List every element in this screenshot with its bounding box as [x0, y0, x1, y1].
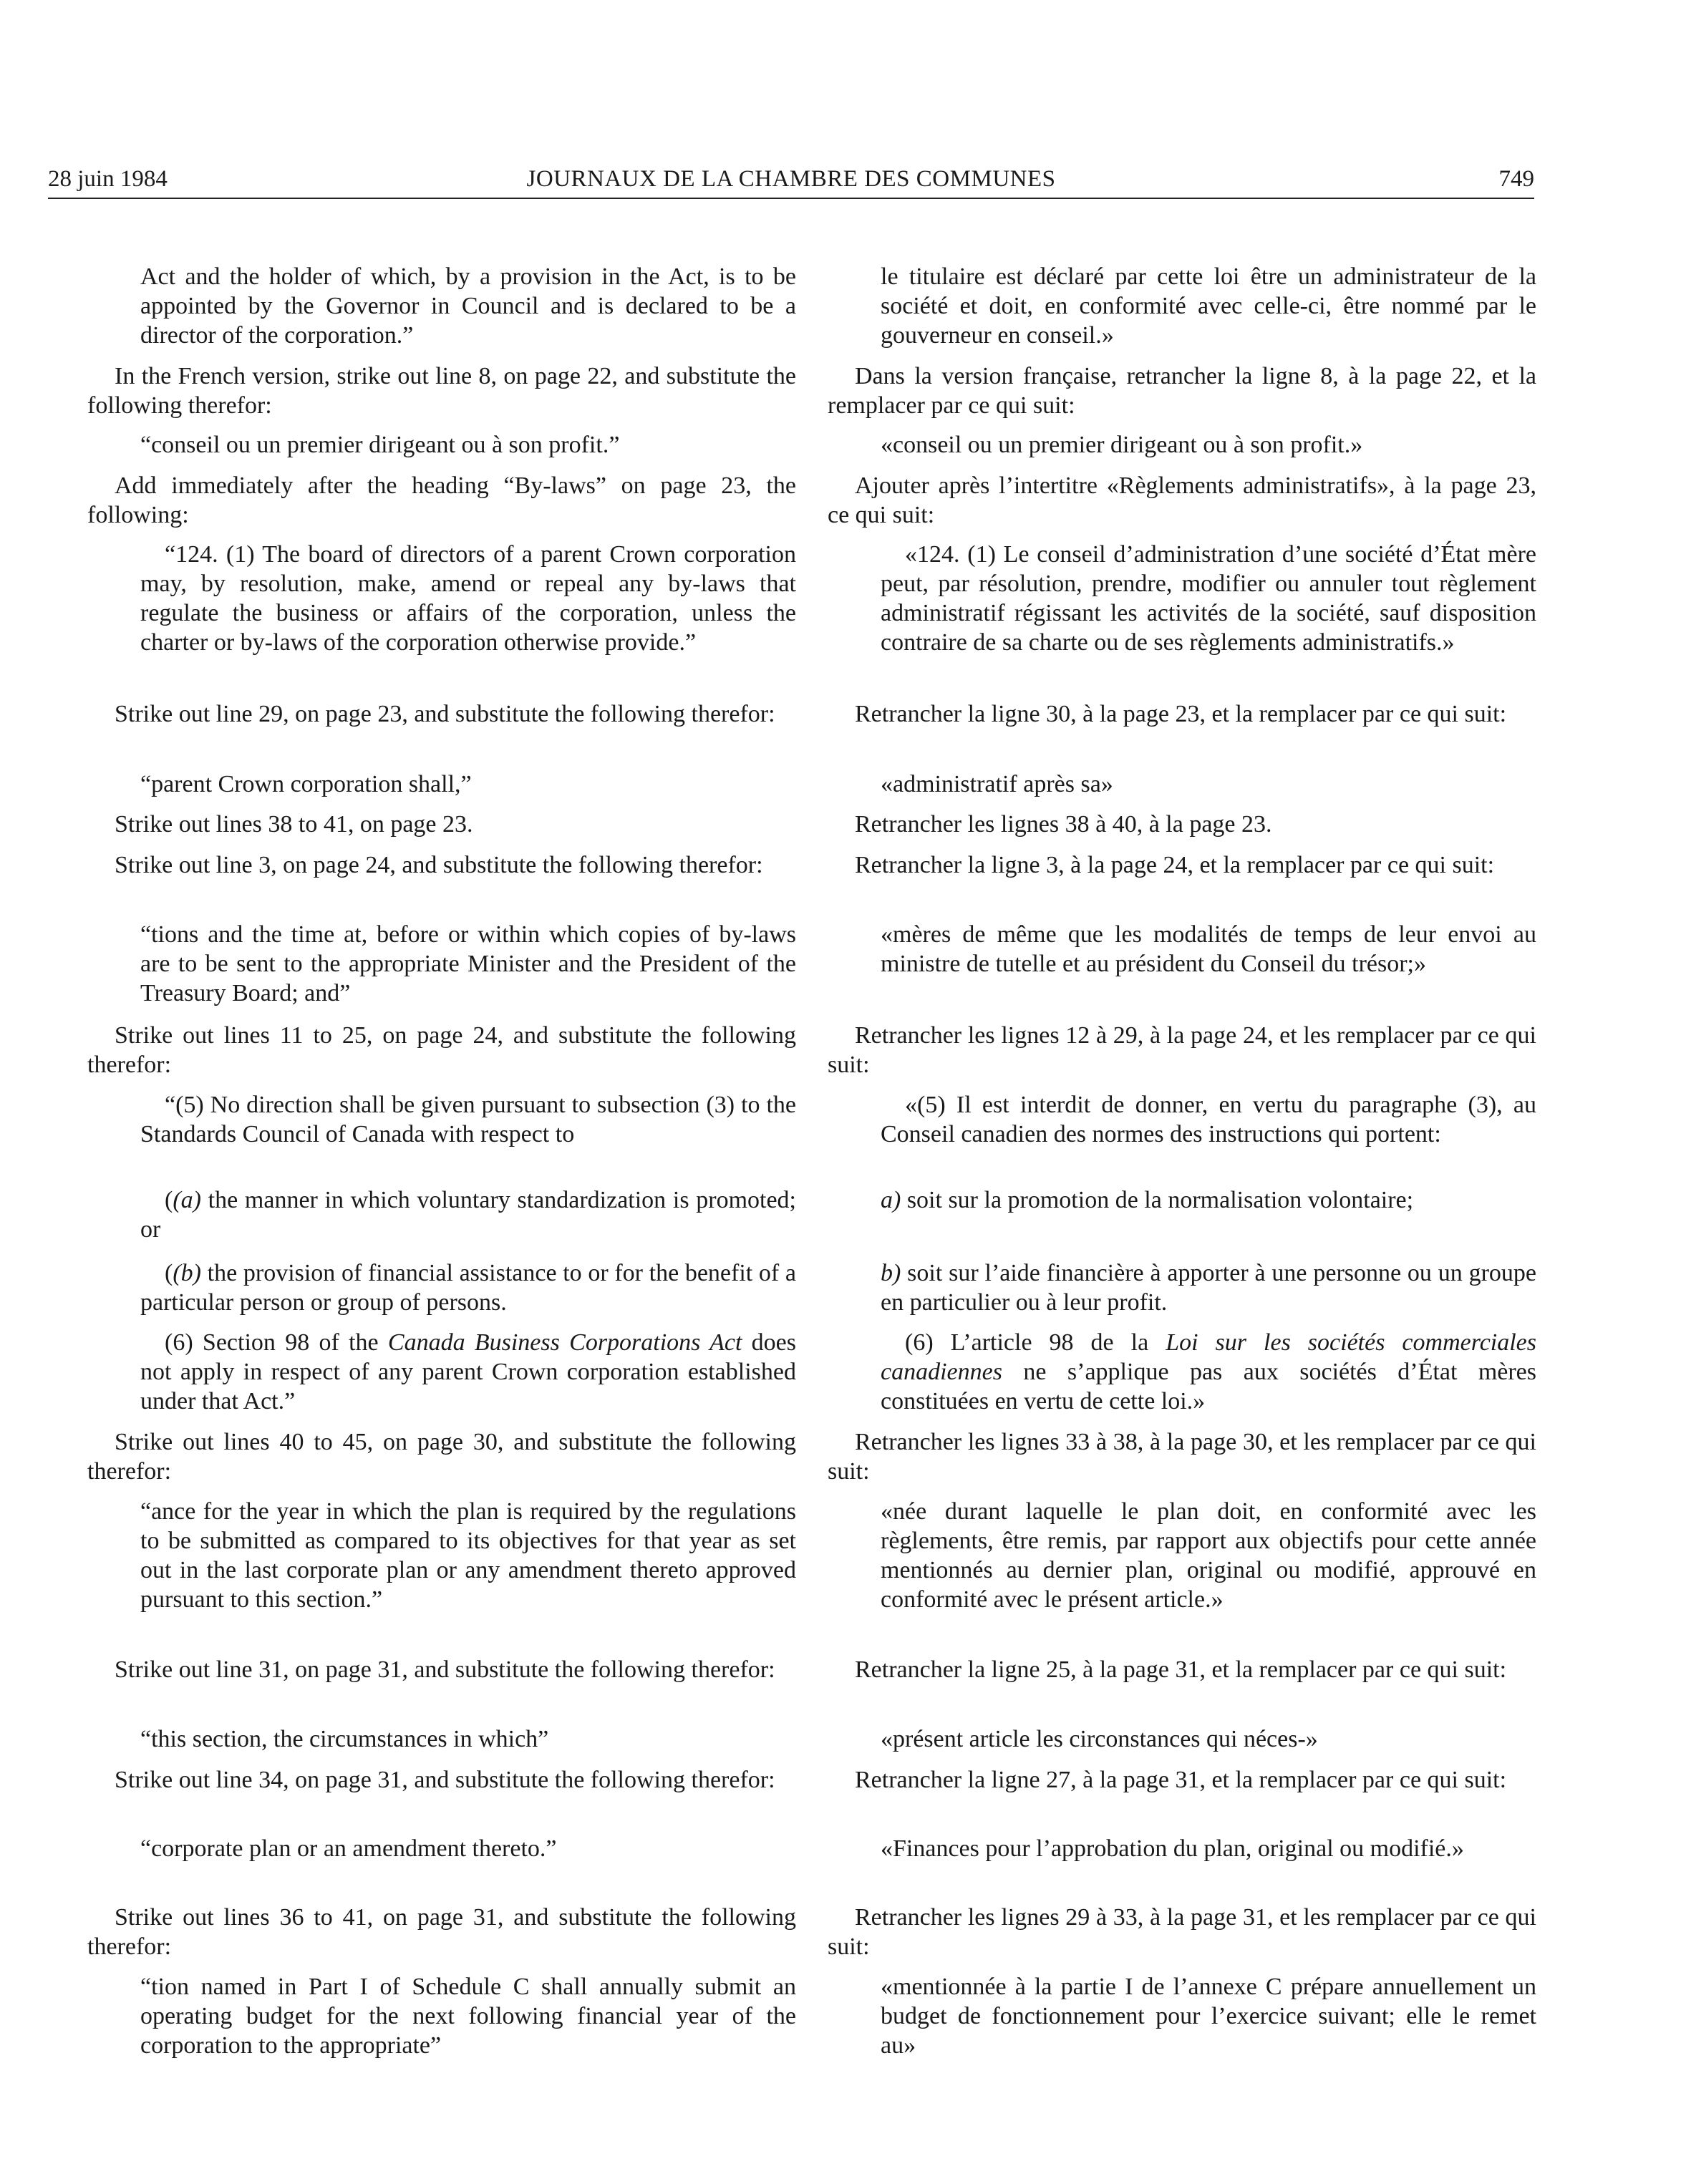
- quoted-text: (6) Section 98 of the Canada Business Corporations Act does not apply in respect of any parent Crown corporation established under that Act.”: [140, 1329, 796, 1414]
- quoted-text: «mères de même que les modalités de temps de leur envoi au ministre de tutelle et au président du Conseil du trésor;»: [881, 921, 1536, 977]
- quoted-item: [828, 1258, 1536, 1317]
- item-label: (b): [173, 1260, 201, 1286]
- running-head: [48, 162, 1534, 196]
- instruction-paragraph: Retrancher la ligne 3, à la page 24, et la remplacer par ce qui suit:: [855, 852, 1495, 878]
- act-title: Canada Business Corporations Act: [387, 1329, 742, 1356]
- instruction-paragraph: Dans la version française, retrancher la ligne 8, à la page 22, et la remplacer par ce qui suit:: [828, 363, 1536, 419]
- quoted-item: ((b) the provision of financial assistance to or for the benefit of a particular person or group of persons.: [140, 1260, 796, 1316]
- instruction-paragraph: Retrancher les lignes 29 à 33, à la page 31, et les remplacer par ce qui suit:: [828, 1904, 1536, 1960]
- instruction-paragraph: Strike out lines 11 to 25, on page 24, and substitute the following therefor:: [87, 1022, 796, 1078]
- quoted-text: “124. (1) The board of directors of a parent Crown corporation may, by resolution, make, amend or repeal any by-laws that regulate the business or affairs of the corporation, unless the charter or by-laws of the corporation otherwise provide.”: [140, 541, 796, 656]
- instruction-paragraph: Strike out lines 40 to 45, on page 30, and substitute the following therefor:: [87, 1429, 796, 1485]
- instruction-paragraph: Retrancher la ligne 30, à la page 23, et la remplacer par ce qui suit:: [855, 701, 1507, 727]
- quoted-text: le titulaire est déclaré par cette loi être un administrateur de la société et doit, en conformité avec celle-ci, être nommé par le gouverneur en conseil.»: [881, 263, 1536, 349]
- quoted-text: “parent Crown corporation shall,”: [140, 771, 472, 797]
- quoted-item: ((a) the manner in which voluntary standardization is promoted; or: [140, 1187, 796, 1243]
- quoted-text: (6) L’article 98 de la Loi sur les sociétés commerciales canadiennes ne s’applique pas aux sociétés d’État mères constituées en vertu de cette loi.»: [881, 1329, 1536, 1414]
- instruction-paragraph: Add immediately after the heading “By-laws” on page 23, the following:: [87, 472, 796, 528]
- instruction-paragraph: Retrancher les lignes 38 à 40, à la page 23.: [855, 811, 1272, 838]
- quoted-text: «124. (1) Le conseil d’administration d’une société d’État mère peut, par résolution, prendre, modifier ou annuler tout règlement administratif régissant les activités de la société, sauf disposition contraire de sa charte ou de ses règlements administratifs.»: [881, 541, 1536, 656]
- quoted-text: “ance for the year in which the plan is required by the regulations to be submitted as compared to its objectives for that year as set out in the last corporate plan or any amendment thereto approved pursuant to this section.”: [140, 1498, 796, 1613]
- item-text: the manner in which voluntary standardization is promoted; or: [140, 1187, 796, 1243]
- instruction-paragraph: Retrancher la ligne 27, à la page 31, et la remplacer par ce qui suit:: [855, 1767, 1507, 1793]
- quoted-item: [828, 1185, 1536, 1215]
- page-number: 749: [1498, 166, 1534, 192]
- instruction-paragraph: Retrancher les lignes 12 à 29, à la page 24, et les remplacer par ce qui suit:: [828, 1022, 1536, 1078]
- item-text: soit sur l’aide financière à apporter à une personne ou un groupe en particulier ou à leur profit.: [881, 1260, 1536, 1316]
- instruction-paragraph: Strike out line 34, on page 31, and substitute the following therefor:: [115, 1767, 775, 1793]
- instruction-paragraph: Strike out lines 36 to 41, on page 31, and substitute the following therefor:: [87, 1904, 796, 1960]
- quoted-text: «née durant laquelle le plan doit, en conformité avec les règlements, être remis, par rapport aux objectifs pour cette année mentionnés au dernier plan, original ou modifié, approuvé en conformité avec le présent article.»: [881, 1498, 1536, 1613]
- quoted-text: Act and the holder of which, by a provision in the Act, is to be appointed by the Governor in Council and is declared to be a director of the corporation.”: [140, 263, 796, 349]
- quoted-text: «conseil ou un premier dirigeant ou à son profit.»: [881, 432, 1363, 458]
- journal-title: JOURNAUX DE LA CHAMBRE DES COMMUNES: [526, 166, 1056, 192]
- item-text: soit sur la promotion de la normalisation volontaire;: [901, 1187, 1414, 1213]
- quoted-text: «administratif après sa»: [881, 771, 1113, 797]
- quoted-text: «mentionnée à la partie I de l’annexe C prépare annuellement un budget de fonctionnement pour l’exercice suivant; elle le remet au»: [881, 1974, 1536, 2059]
- item-text: the provision of financial assistance to or for the benefit of a particular person or group of persons.: [140, 1260, 796, 1316]
- item-label: (a): [173, 1187, 201, 1213]
- instruction-paragraph: Strike out line 3, on page 24, and substitute the following therefor:: [115, 852, 763, 878]
- instruction-paragraph: Retrancher les lignes 33 à 38, à la page 30, et les remplacer par ce qui suit:: [828, 1429, 1536, 1485]
- quoted-text: «présent article les circonstances qui néces-»: [881, 1726, 1318, 1752]
- instruction-paragraph: Strike out line 29, on page 23, and substitute the following therefor:: [115, 701, 775, 727]
- quoted-text: “conseil ou un premier dirigeant ou à son profit.”: [140, 432, 620, 458]
- quoted-text: «(5) Il est interdit de donner, en vertu du paragraphe (3), au Conseil canadien des normes des instructions qui portent:: [881, 1092, 1536, 1147]
- instruction-paragraph: Ajouter après l’intertitre «Règlements administratifs», à la page 23, ce qui suit:: [828, 472, 1536, 528]
- instruction-paragraph: Strike out lines 38 to 41, on page 23.: [115, 811, 473, 838]
- quoted-text: “(5) No direction shall be given pursuant to subsection (3) to the Standards Council of Canada with respect to: [140, 1092, 796, 1147]
- quoted-text: “corporate plan or an amendment thereto.”: [140, 1835, 557, 1862]
- quoted-text: “tion named in Part I of Schedule C shall annually submit an operating budget for the next following financial year of the corporation to the appropriate”: [140, 1974, 796, 2059]
- instruction-paragraph: In the French version, strike out line 8, on page 22, and substitute the following therefor:: [87, 363, 796, 419]
- item-label: a): [881, 1187, 901, 1213]
- quoted-text: “tions and the time at, before or within which copies of by-laws are to be sent to the appropriate Minister and the President of the Treasury Board; and”: [140, 921, 796, 1006]
- act-title: Loi sur les sociétés commerciales canadiennes: [881, 1329, 1536, 1385]
- quoted-text: “this section, the circumstances in which”: [140, 1726, 549, 1752]
- instruction-paragraph: Strike out line 31, on page 31, and substitute the following therefor:: [115, 1656, 775, 1683]
- page-date: 28 juin 1984: [48, 166, 168, 192]
- instruction-paragraph: Retrancher la ligne 25, à la page 31, et la remplacer par ce qui suit:: [855, 1656, 1507, 1683]
- header-rule: [48, 198, 1534, 199]
- quoted-text: «Finances pour l’approbation du plan, original ou modifié.»: [881, 1835, 1464, 1862]
- item-label: b): [881, 1260, 901, 1286]
